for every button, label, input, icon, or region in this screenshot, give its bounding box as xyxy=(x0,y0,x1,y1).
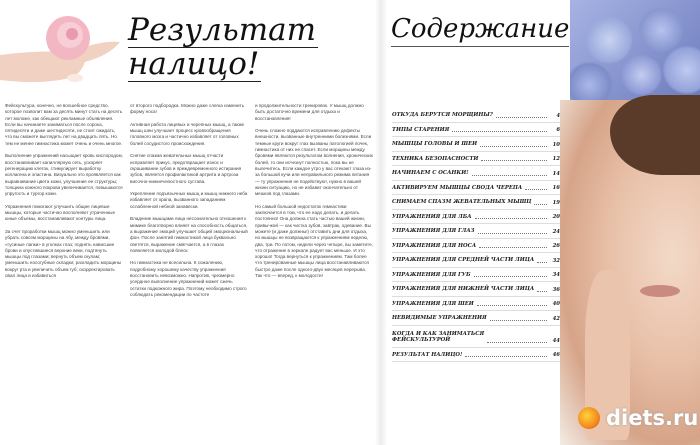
hydrangea-image xyxy=(570,0,700,100)
toc-label: РЕЗУЛЬТАТ НАЛИЦО! xyxy=(392,351,463,358)
toc-page-number: 16 xyxy=(552,185,560,191)
toc-entry[interactable] xyxy=(392,210,560,225)
text-column-3 xyxy=(255,103,373,286)
text-column-1 xyxy=(5,103,123,286)
toc-page-number: 40 xyxy=(552,301,560,307)
paragraph: от второго подбородка. Можно даже слегка изменить форму носа! xyxy=(130,103,245,115)
toc-leader xyxy=(478,233,548,234)
toc-leader xyxy=(472,175,547,176)
toc-entry[interactable] xyxy=(392,195,560,210)
toc-label: УПРАЖНЕНИЯ ДЛЯ ШЕИ xyxy=(392,300,474,307)
toc-leader xyxy=(475,218,547,219)
toc-page-number: 26 xyxy=(552,243,560,249)
toc-page-number: 32 xyxy=(552,257,560,264)
toc-leader xyxy=(496,117,547,118)
toc-label: УПРАЖНЕНИЯ ДЛЯ НОСА xyxy=(392,242,477,249)
toc-entry[interactable] xyxy=(392,253,560,268)
toc-label: УПРАЖНЕНИЯ ДЛЯ ГЛАЗ xyxy=(392,228,475,234)
text-column-2 xyxy=(130,103,248,305)
paragraph: Очень сложно поддаются исправлению дефекты внешности, вызванные внутренними болезнями. Если темные круги вокруг глаз вызваны патологией почек, гимнастика от них не спасет. Если морщины между бровями являются результатом волнения, хронических болей, то они исчезнут полностью, пока вы не вылечитесь. Если каждое утро у вас отекают глаза из-за большой кучи или неправильного режима питания — ту упражнения не подействуют, нужно в вашей жизни ситуацию, но не избавит окончательно от мешков под глазами. xyxy=(255,128,373,197)
diets-ru-watermark xyxy=(578,406,698,430)
toc-page-number: 14 xyxy=(552,170,560,177)
toc-entry[interactable] xyxy=(392,152,560,167)
page-title-left xyxy=(128,14,318,82)
paragraph: и продолжительности тренировок. У мышц должно быть достаточно времени для отдыха и восстановления! xyxy=(255,103,364,121)
toc-label: УПРАЖНЕНИЯ ДЛЯ ГУБ xyxy=(392,271,471,278)
toc-label: КОГДА И КАК ЗАНИМАТЬСЯ ФЕЙСКУЛЬТУРОЙ xyxy=(392,330,485,343)
paragraph: Выполнение упражнений насыщает кровь кислородом, восстанавливает капиллярную сеть, ускоряет регенерацию клеток, стимулирует выработку коллагена и эластина. Визуально это проявляется как выравнивание цвета кожи, улучшение ее структуры; толщина кожного покрова увеличивается, повышаются упругость и тургор кожи. xyxy=(5,153,123,197)
toc-leader xyxy=(537,291,547,292)
toc-label: НАЧИНАЕМ С ОСАНКИ! xyxy=(392,170,469,176)
toc-leader xyxy=(534,204,547,205)
toc-leader xyxy=(452,131,547,132)
hand-with-rose-image xyxy=(0,0,125,95)
toc-page-number: 36 xyxy=(552,286,560,293)
toc-leader xyxy=(474,276,547,277)
toc-entry[interactable] xyxy=(392,108,560,123)
toc-label: ТЕХНИКА БЕЗОПАСНОСТИ xyxy=(392,155,479,162)
paragraph: Но гимнастика не всесильна. К сожалению, подробному хорошему качеству упражнения восстановить невозможно. Напротив, чрезмерно усердное выполнение упражнений может сжечь остатки подкожного жира. Поэтому необходимо строго соблюдать рекомендации по частоте xyxy=(130,260,247,297)
toc-leader xyxy=(480,146,547,147)
paragraph: Упражнения помогают улучшить общие лицевые мышцы, которые частично восполняют утраченные юные объемы, восстанавливают контуры лица. xyxy=(5,203,116,222)
toc-entry[interactable] xyxy=(392,166,560,181)
toc-label: ТИПЫ СТАРЕНИЯ xyxy=(392,126,450,133)
toc-leader xyxy=(481,160,547,161)
toc-entry[interactable] xyxy=(392,123,560,138)
table-of-contents xyxy=(392,108,560,362)
toc-label: УПРАЖНЕНИЯ ДЛЯ СРЕДНЕЙ ЧАСТИ ЛИЦА xyxy=(392,257,535,263)
paragraph: Но самый большой недостаток гимнастики заключается в том, что ее надо делать, и делать постоянно! Она должна стать частью вашей жизни, привычкой — как чистка зубов, завтрак, одевание. Вы можете (и даже должны!) отставить дни для отдыха, но мышцы не возвращаются к упражнениям неделю, два, три. По потом, недели через четыре, вы заметите, что отражение в зеркале радует вас меньше. И это хорошо! Тогда вернуться к упражнениям. Там более что тренированные мышцы лица восстанавливаются быстро даже после одного-двух месяцев перерыва. Так что — вперед, к молодости! xyxy=(255,203,373,279)
toc-entry[interactable] xyxy=(392,326,560,348)
toc-leader xyxy=(487,342,547,343)
toc-leader xyxy=(525,189,547,190)
toc-entry[interactable] xyxy=(392,181,560,196)
toc-entry[interactable] xyxy=(392,282,560,297)
toc-leader xyxy=(465,356,547,357)
toc-page-number: 4 xyxy=(556,112,560,119)
toc-label: УПРАЖНЕНИЯ ДЛЯ ЛБА xyxy=(392,213,472,220)
paragraph: Активная работа лицевых и черепных мышц, а также мышц шеи улучшает процесс кровообращения головного мозга и частично избавляет от головных болей сосудистого происхождения. xyxy=(130,121,245,146)
toc-leader xyxy=(479,247,547,248)
toc-entry[interactable] xyxy=(392,297,560,312)
toc-page-number: 12 xyxy=(552,156,560,162)
paragraph: Укрепление подъязычных мышц и мышц нижнего неба избавляет от храпа, вызванного западанием ослабленной небной занавески. xyxy=(130,191,248,209)
lips xyxy=(640,285,680,297)
toc-label: ОТКУДА БЕРУТСЯ МОРЩИНЫ? xyxy=(392,112,493,118)
toc-label: НЕВИДИМЫЕ УПРАЖНЕНИЯ xyxy=(392,315,487,321)
watermark-text: diets.ru xyxy=(606,406,699,430)
toc-entry[interactable] xyxy=(392,348,560,363)
toc-leader xyxy=(537,262,547,263)
paragraph: Владение мышцами лица несознательно отношения к мимике благотворно влияет на способность общаться, а выражение эмоций улучшает общий эмоциональный фон. После занятий гимнастикой лица буквально светятся, выражение смягчается, а в глазах появляется молодой блеск. xyxy=(130,216,248,253)
toc-label: СНИМАЕМ СПАЗМ ЖЕВАТЕЛЬНЫХ МЫШЦ xyxy=(392,199,532,205)
toc-page-number: 42 xyxy=(552,315,560,322)
toc-entry[interactable] xyxy=(392,239,560,254)
toc-entry[interactable] xyxy=(392,268,560,283)
toc-page-number: 24 xyxy=(552,228,560,235)
toc-page-number: 6 xyxy=(556,127,560,133)
toc-page-number: 20 xyxy=(552,214,560,220)
paragraph: Снятие спазма жевательных мышц отчасти исправляет прикус, предотвращает износ и скрашивание зубов и преждевременного истирания зубов, является профилактикой артрита и артроза височно-нижнечелюстного сустава. xyxy=(130,153,242,184)
title-line: Результат xyxy=(128,12,316,48)
toc-leader xyxy=(490,320,547,321)
woman-face-image xyxy=(560,100,700,445)
toc-leader xyxy=(477,305,547,306)
page-fold xyxy=(375,0,387,445)
toc-page-number: 19 xyxy=(552,199,560,206)
toc-label: УПРАЖНЕНИЯ ДЛЯ НИЖНЕЙ ЧАСТИ ЛИЦА xyxy=(392,286,535,292)
apple-icon xyxy=(578,407,600,429)
toc-page-number: 44 xyxy=(552,337,560,344)
toc-page-number: 10 xyxy=(552,141,560,148)
paragraph: Фейскультура, конечно, не волшебное средство, которое позволит вам за десять минут стать на десять лет моложе, как обещают рекламные объявления. Если вы начинаете заниматься после сорока, пятидесяти и даже шестидесяти, не стоит ожидать, что вы сможете выглядеть лет на двадцать пять. Но тем не менее гимнастика может очень и очень многое. xyxy=(5,103,123,146)
paragraph: За счет проработки мышц можно уменьшить или убрать совсем морщины на лбу, между бровями, «гусиные лапки» в уголках глаз; поднять нависшие брови и опустившиеся верхние веки, подтянуть мышцы под глазами; вернуть объем скулам; уменьшить носогубные складки; разгладить морщины вокруг рта и увеличить объем губ; скорректировать овал лица и избавиться xyxy=(5,228,122,279)
toc-entry[interactable] xyxy=(392,224,560,239)
toc-entry[interactable] xyxy=(392,137,560,152)
toc-page-number: 46 xyxy=(552,352,560,358)
toc-entry[interactable] xyxy=(392,311,560,326)
title-line: налицо! xyxy=(128,46,260,82)
toc-label: МЫШЦЫ ГОЛОВЫ И ШЕИ xyxy=(392,141,478,147)
page-title-right: Содержание xyxy=(391,14,569,47)
toc-label: АКТИВИРУЕМ МЫШЦЫ СВОДА ЧЕРЕПА xyxy=(392,184,523,191)
hair xyxy=(610,95,700,175)
toc-page-number: 34 xyxy=(552,272,560,278)
